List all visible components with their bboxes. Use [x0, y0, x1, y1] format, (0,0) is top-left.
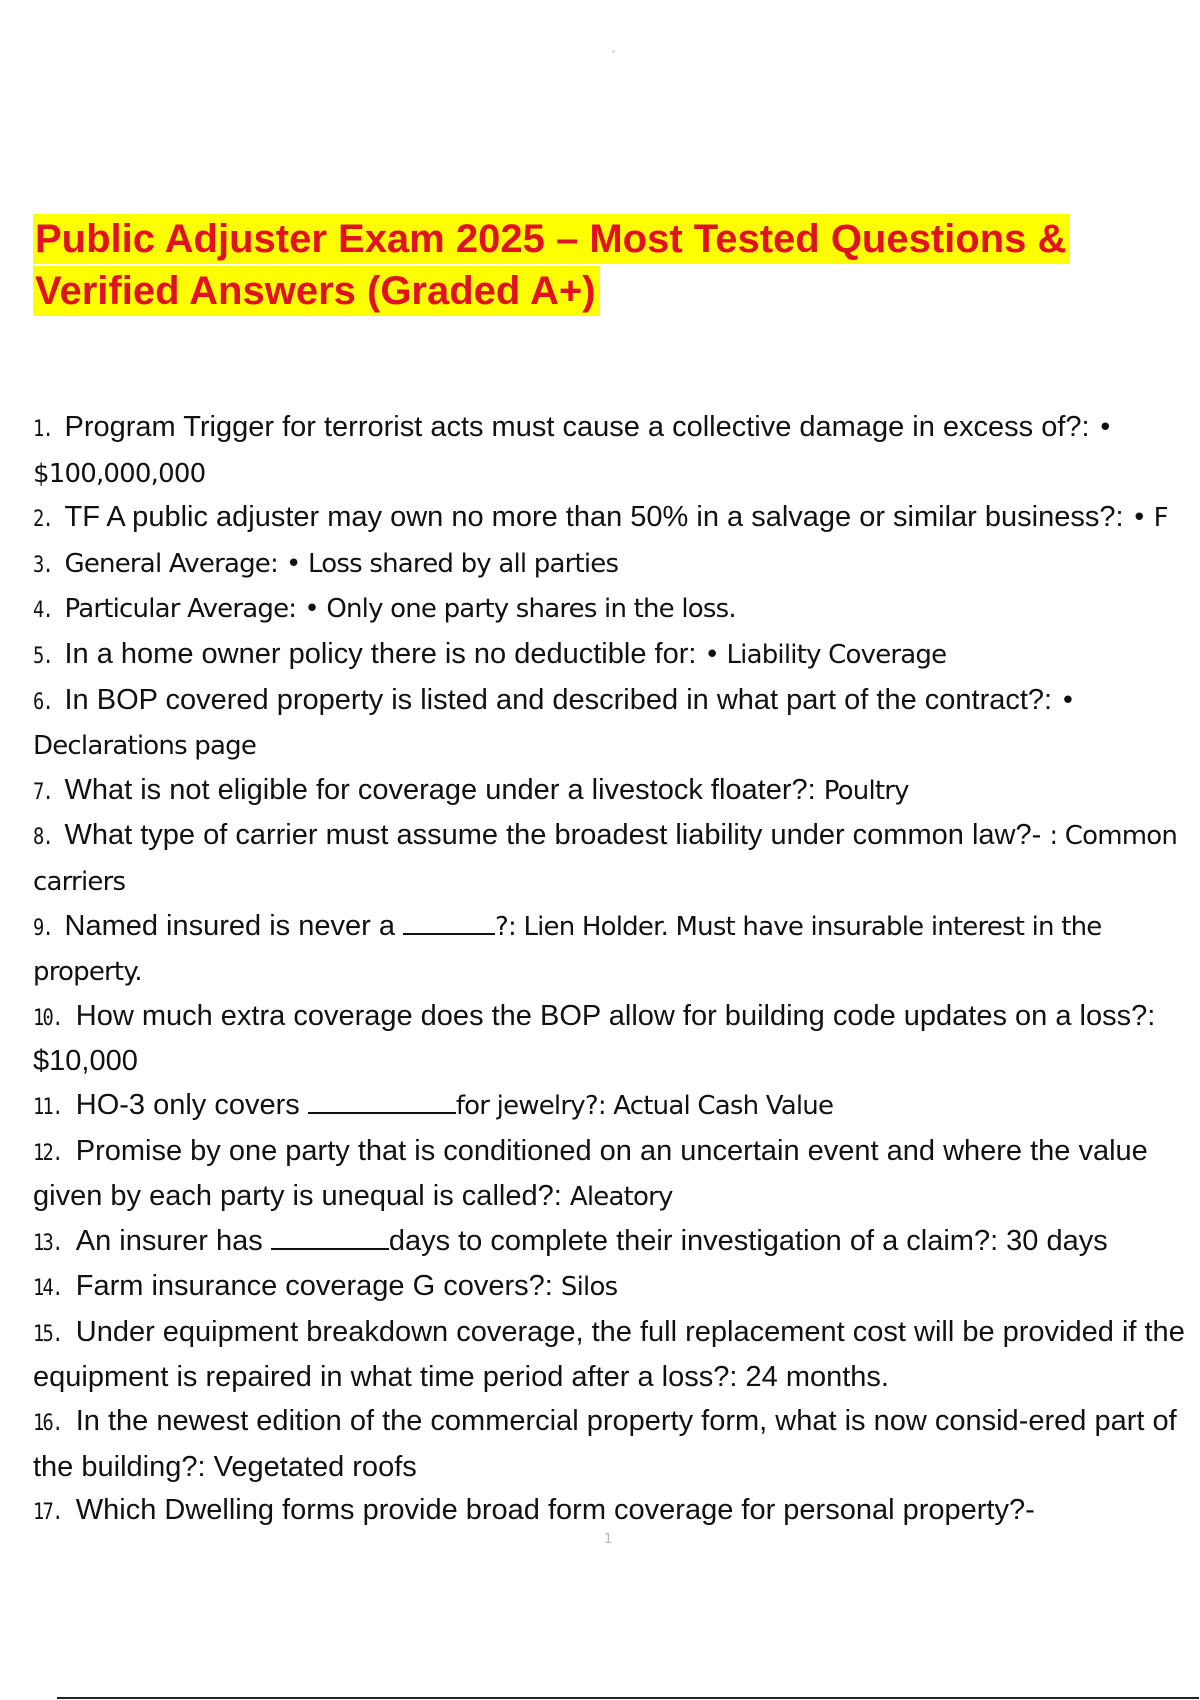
- question-item-7: [33, 769, 1198, 815]
- question-text: Named insured is never a: [64, 909, 395, 942]
- answer-blank: [271, 1226, 389, 1250]
- question-item-3: [33, 542, 1198, 588]
- answer-text: • Liability Coverage: [704, 639, 947, 670]
- title-line-2: Verified Answers (Graded A+): [33, 266, 600, 316]
- answer-text: $10,000: [33, 1045, 138, 1078]
- footer-rule: [57, 1697, 1199, 1699]
- question-number: 5.: [33, 643, 53, 669]
- question-number: 9.: [33, 915, 53, 941]
- question-item-13: [33, 1220, 1198, 1266]
- question-item-8: [33, 814, 1198, 904]
- question-text: What type of carrier must assume the broadest liability under common law?-: [64, 819, 1042, 852]
- answer-text: Poultry: [823, 775, 909, 806]
- question-number: 8.: [33, 825, 53, 851]
- question-item-17: [33, 1489, 1198, 1535]
- answer-text: • Only one party shares in the loss.: [304, 594, 736, 625]
- answer-blank: [403, 911, 495, 935]
- answer-text: ?: Lien Holder. Must have insurable interest in the property.: [33, 911, 1102, 988]
- question-number: 10.: [33, 1005, 62, 1031]
- question-text: General Average:: [64, 548, 278, 579]
- question-item-11: [33, 1084, 1198, 1130]
- question-item-5: [33, 633, 1198, 679]
- question-item-4: [33, 587, 1198, 633]
- answer-text: for jewelry?: Actual Cash Value: [455, 1090, 834, 1121]
- question-text: In a home owner policy there is no deductible for:: [64, 637, 697, 670]
- document-title: [33, 214, 1193, 318]
- question-item-10: [33, 995, 1198, 1084]
- question-text: What is not eligible for coverage under a livestock floater?:: [64, 773, 816, 806]
- answer-text: days to complete their investigation of a claim?: 30 days: [388, 1224, 1108, 1257]
- answer-text: Aleatory: [569, 1182, 673, 1213]
- question-number: 17.: [33, 1500, 62, 1526]
- question-number: 3.: [33, 552, 53, 578]
- answer-text: 24 months.: [745, 1361, 889, 1394]
- answer-text: Silos: [560, 1272, 618, 1303]
- question-text: HO-3 only covers: [75, 1088, 300, 1121]
- scan-mark: [612, 50, 615, 53]
- question-text: Under equipment breakdown coverage, the full replacement cost will be provided if the equipment is repaired in what time period after a loss?:: [33, 1315, 1185, 1394]
- question-item-15: [33, 1311, 1198, 1400]
- answer-text: Vegetated roofs: [213, 1450, 417, 1483]
- question-number: 11.: [33, 1094, 62, 1120]
- question-number: 13.: [33, 1230, 62, 1256]
- question-text: Promise by one party that is conditioned on an uncertain event and where the value given by each party is unequal is called?:: [33, 1134, 1148, 1213]
- question-number: 7.: [33, 779, 53, 805]
- question-item-2: [33, 496, 1198, 542]
- answer-text: • $100,000,000: [33, 413, 1113, 489]
- question-item-12: [33, 1130, 1198, 1220]
- answer-text: : Common carriers: [33, 821, 1178, 897]
- question-item-16: [33, 1400, 1198, 1489]
- question-number: 15.: [33, 1321, 62, 1347]
- title-line-1: Public Adjuster Exam 2025 – Most Tested Questions &: [33, 214, 1070, 264]
- question-text: Program Trigger for terrorist acts must cause a collective damage in excess of?:: [64, 411, 1090, 443]
- page-number: 1: [604, 1532, 613, 1547]
- answer-text: • Loss shared by all parties: [286, 548, 619, 579]
- question-text: Particular Average:: [64, 594, 297, 625]
- question-item-1: [33, 406, 1198, 496]
- question-number: 16.: [33, 1411, 62, 1437]
- question-number: 2.: [33, 507, 53, 533]
- question-list: [33, 406, 1198, 1535]
- question-item-14: [33, 1265, 1198, 1311]
- question-text: In BOP covered property is listed and described in what part of the contract?:: [64, 683, 1053, 716]
- question-text: An insurer has: [75, 1224, 263, 1257]
- question-text: Which Dwelling forms provide broad form coverage for personal property?-: [75, 1494, 1035, 1527]
- question-number: 12.: [33, 1140, 62, 1166]
- question-number: 1.: [33, 417, 53, 442]
- question-text: Farm insurance coverage G covers?:: [75, 1270, 553, 1303]
- question-number: 6.: [33, 689, 53, 715]
- question-text: How much extra coverage does the BOP allow for building code updates on a loss?:: [75, 999, 1156, 1032]
- question-item-9: [33, 905, 1198, 995]
- answer-text: • F: [1131, 503, 1168, 534]
- answer-blank: [308, 1090, 456, 1114]
- question-number: 14.: [33, 1276, 62, 1302]
- answer-text: • Declarations page: [33, 685, 1075, 762]
- question-item-6: [33, 679, 1198, 769]
- question-number: 4.: [33, 598, 53, 624]
- question-text: TF A public adjuster may own no more than 50% in a salvage or similar business?:: [64, 501, 1124, 534]
- question-text: In the newest edition of the commercial property form, what is now consid-ered part of the building?:: [33, 1405, 1177, 1483]
